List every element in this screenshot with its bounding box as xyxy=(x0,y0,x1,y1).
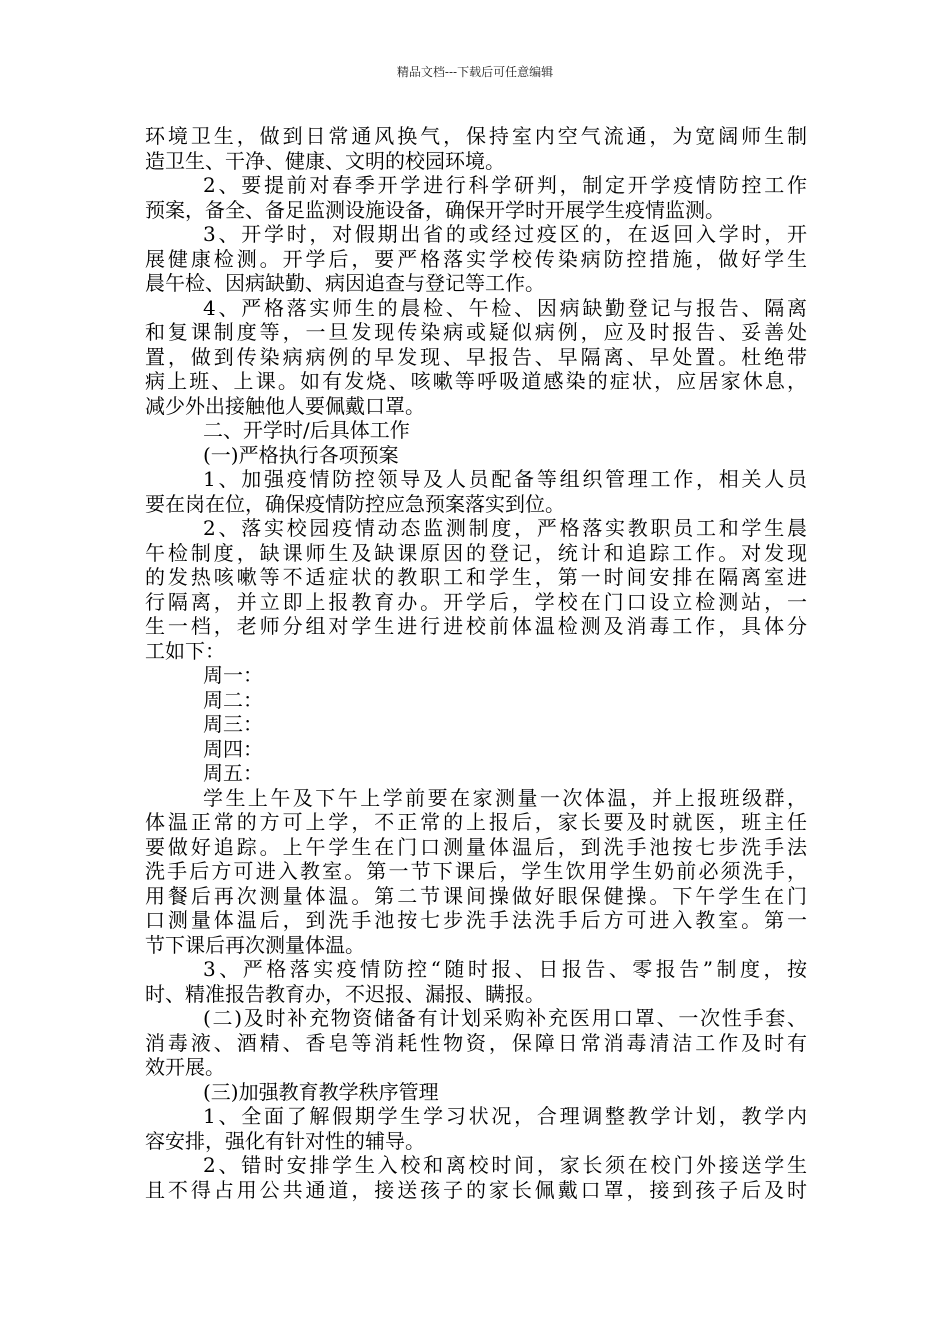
text-line: 体温正常的方可上学，不正常的上报后，家长要及时就医，班主任 xyxy=(145,810,807,834)
text-line: 晨午检、因病缺勤、病因追查与登记等工作。 xyxy=(145,271,545,295)
text-line: 且不得占用公共通道，接送孩子的家长佩戴口罩，接到孩子后及时 xyxy=(145,1177,807,1202)
text-line: 效开展。 xyxy=(145,1055,225,1079)
text-line: 的发热咳嗽等不适症状的教职工和学生，第一时间安排在隔离室进 xyxy=(145,565,807,589)
text-line: 用餐后再次测量体温。第二节课间操做好眼保健操。下午学生在门 xyxy=(145,883,807,908)
text-line: 置，做到传染病病例的早发现、早报告、早隔离、早处置。杜绝带 xyxy=(145,344,807,369)
text-line: 4、严格落实师生的晨检、午检、因病缺勤登记与报告、隔离 xyxy=(203,295,807,320)
text-line: 午检制度，缺课师生及缺课原因的登记，统计和追踪工作。对发现 xyxy=(145,540,807,565)
text-line: 2、要提前对春季开学进行科学研判，制定开学疫情防控工作 xyxy=(203,173,807,197)
text-line: (三)加强教育教学秩序管理 xyxy=(203,1079,439,1104)
text-line: 周一： xyxy=(203,663,263,687)
text-line: 洗手后方可进入教室。第一节下课后，学生饮用学生奶前必须洗手， xyxy=(145,859,807,883)
text-line: 要在岗在位，确保疫情防控应急预案落实到位。 xyxy=(145,491,565,516)
text-line: 1、加强疫情防控领导及人员配备等组织管理工作，相关人员 xyxy=(203,467,807,491)
text-line: 周四： xyxy=(203,736,263,761)
text-line: 工如下： xyxy=(145,638,225,663)
text-line: 3、开学时，对假期出省的或经过疫区的，在返回入学时，开 xyxy=(203,222,807,246)
page-header: 精品文档---下载后可任意编辑 xyxy=(396,65,554,79)
text-line: 口测量体温后，到洗手池按七步洗手法洗手后方可进入教室。第一 xyxy=(145,908,807,932)
text-line: 容安排，强化有针对性的辅导。 xyxy=(145,1128,425,1153)
text-line: (二)及时补充物资储备有计划采购补充医用口罩、一次性手套、 xyxy=(203,1006,807,1030)
document-body xyxy=(145,124,807,1202)
text-line: 预案，备全、备足监测设施设备，确保开学时开展学生疫情监测。 xyxy=(145,197,725,222)
text-line: 环境卫生，做到日常通风换气，保持室内空气流通，为宽阔师生制 xyxy=(145,124,807,148)
text-line: (一)严格执行各项预案 xyxy=(203,442,399,467)
text-line: 学生上午及下午上学前要在家测量一次体温，并上报班级群， xyxy=(203,785,807,810)
text-line: 要做好追踪。上午学生在门口测量体温后，到洗手池按七步洗手法 xyxy=(145,834,807,859)
text-line: 展健康检测。开学后，要严格落实学校传染病防控措施，做好学生 xyxy=(145,246,807,271)
text-line: 时、精准报告教育办，不迟报、漏报、瞒报。 xyxy=(145,981,545,1006)
text-line: 3、严格落实疫情防控“随时报、日报告、零报告”制度，按 xyxy=(203,957,807,981)
text-line: 行隔离，并立即上报教育办。开学后，学校在门口设立检测站，一 xyxy=(145,589,807,614)
text-line: 周五： xyxy=(203,761,263,785)
text-line: 消毒液、酒精、香皂等消耗性物资，保障日常消毒清洁工作及时有 xyxy=(145,1030,807,1055)
text-line: 1、全面了解假期学生学习状况，合理调整教学计划，教学内 xyxy=(203,1104,807,1128)
text-line: 病上班、上课。如有发烧、咳嗽等呼吸道感染的症状，应居家休息， xyxy=(145,369,807,393)
text-line: 周二： xyxy=(203,687,263,712)
text-line: 和复课制度等，一旦发现传染病或疑似病例，应及时报告、妥善处 xyxy=(145,320,807,344)
text-line: 2、错时安排学生入校和离校时间，家长须在校门外接送学生 xyxy=(203,1153,807,1177)
text-line: 生一档，老师分组对学生进行进校前体温检测及消毒工作，具体分 xyxy=(145,614,807,638)
text-line: 造卫生、干净、健康、文明的校园环境。 xyxy=(145,148,505,173)
text-line: 周三： xyxy=(203,712,263,736)
text-line: 二、开学时/后具体工作 xyxy=(203,418,410,442)
text-line: 2、落实校园疫情动态监测制度，严格落实教职员工和学生晨 xyxy=(203,516,807,540)
text-line: 节下课后再次测量体温。 xyxy=(145,932,365,957)
text-line: 减少外出接触他人要佩戴口罩。 xyxy=(145,393,425,418)
